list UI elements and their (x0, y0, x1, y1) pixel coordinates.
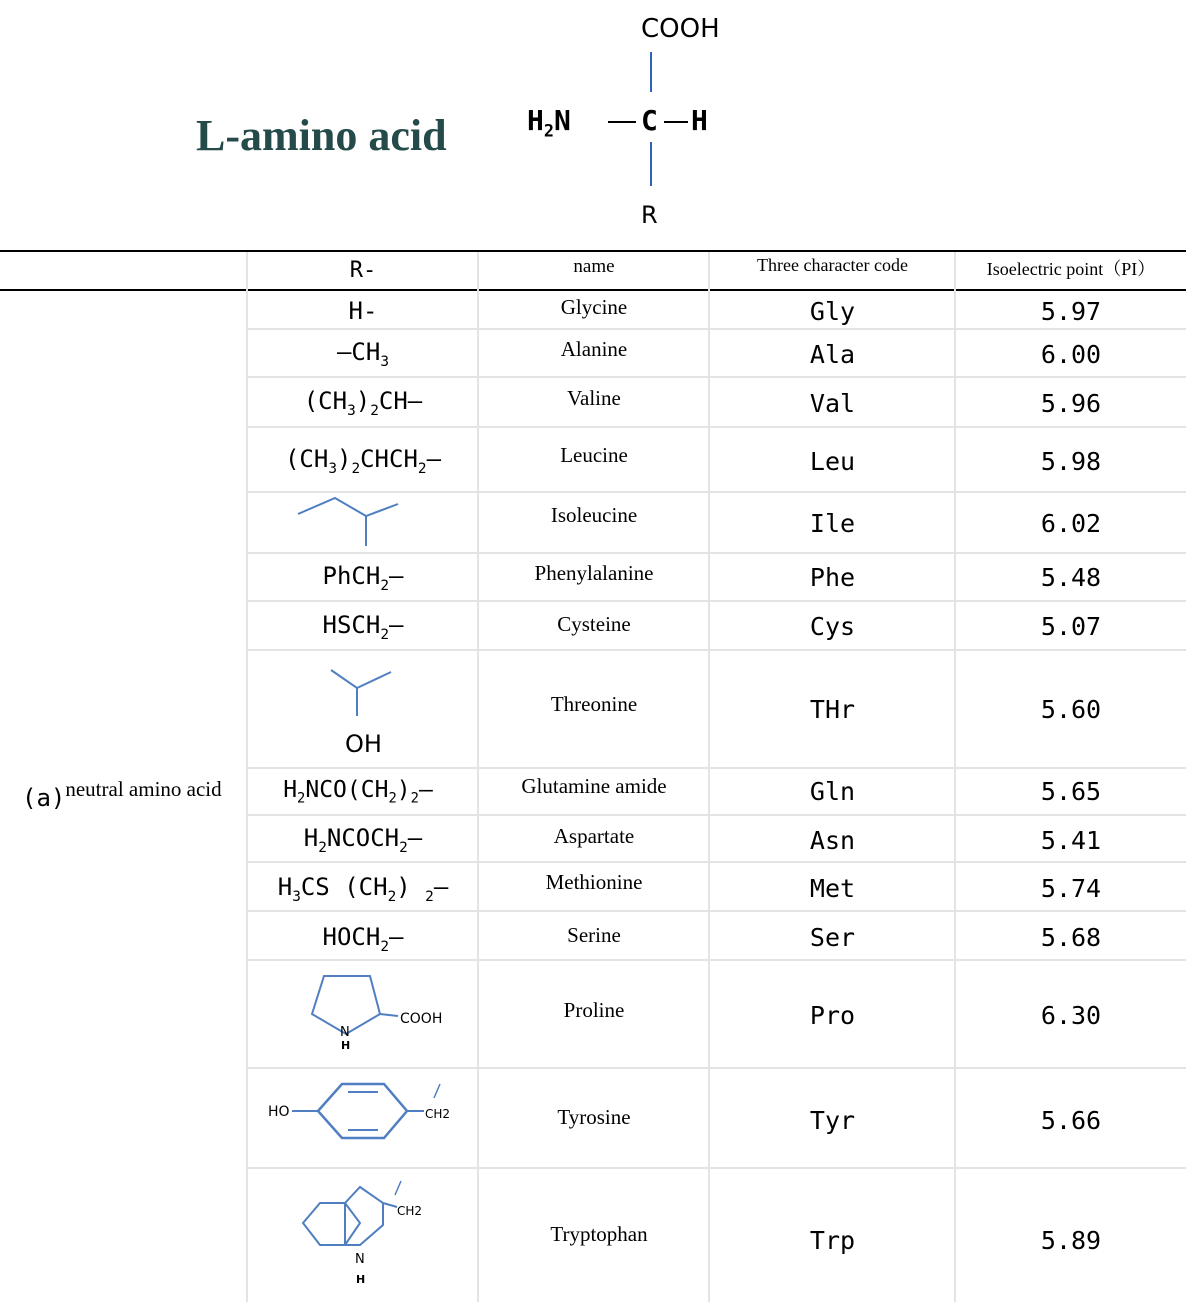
proline-bond (380, 1014, 398, 1016)
row-name: Cysteine (557, 612, 631, 636)
isoleucine-chain (298, 498, 398, 516)
category-name: neutral amino acid (65, 777, 222, 801)
r-group-leucine: $(CH_3)_2CHCH_2—$ (284, 445, 442, 477)
r-group-tyrosine-structure (262, 1076, 462, 1156)
r-group-asparagine: $H_2NCOCH_2—$ (303, 824, 423, 856)
formula-cooh: COOH (641, 14, 720, 44)
formula-bond-bottom (650, 142, 652, 186)
row-code: Gly (809, 297, 856, 326)
row-code: Trp (809, 1226, 856, 1255)
row-name: Leucine (560, 443, 628, 467)
row-name: Tryptophan (550, 1222, 648, 1246)
tyrosine-ho: HO (268, 1104, 290, 1120)
r-group-glutamine: $H_2NCO(CH_2)_2—$ (283, 777, 433, 807)
row-code: Met (809, 874, 856, 903)
row-code: Leu (809, 447, 856, 476)
row-pi: 6.02 (1040, 509, 1102, 538)
category-prefix: (a) (22, 784, 66, 812)
row-name: Glycine (560, 295, 628, 319)
row-code: Gln (809, 777, 856, 806)
row-name: Phenylalanine (534, 561, 654, 585)
row-separator (248, 1067, 1186, 1069)
row-pi: 5.98 (1040, 447, 1102, 476)
row-code: THr (809, 695, 856, 724)
tyrosine-stub (434, 1084, 440, 1098)
row-separator (248, 426, 1186, 428)
row-code: Asn (809, 826, 856, 855)
row-separator (248, 767, 1186, 769)
r-group-serine: $HOCH_2—$ (322, 923, 404, 955)
row-name: Proline (563, 998, 625, 1022)
header-code: Three character code (757, 255, 908, 275)
row-separator (248, 376, 1186, 378)
row-separator (248, 600, 1186, 602)
row-name: Threonine (550, 692, 638, 716)
row-separator (248, 861, 1186, 863)
page-title: L-amino acid (196, 111, 447, 160)
r-group-methionine: $H_3CS$ $(CH_2)$ $_2$— (277, 873, 449, 905)
table-top-rule (0, 250, 1186, 252)
row-name: Isoleucine (550, 503, 638, 527)
tryptophan-ch2: CH2 (397, 1204, 423, 1218)
header-r: R- (349, 258, 377, 283)
threonine-oh: OH (345, 730, 382, 758)
row-separator (248, 649, 1186, 651)
tryptophan-ring-a (303, 1203, 360, 1245)
tryptophan-bond (383, 1203, 397, 1207)
row-pi: 5.07 (1040, 612, 1102, 641)
row-code: Ala (809, 340, 856, 369)
proline-h: H (341, 1039, 351, 1052)
row-pi: 5.66 (1040, 1106, 1102, 1135)
r-group-threonine-structure (325, 662, 405, 720)
row-code: Ser (809, 923, 856, 952)
row-pi: 5.89 (1040, 1226, 1102, 1255)
tyrosine-ch2: CH2 (425, 1107, 451, 1121)
r-group-valine: $(CH_3)_2CH—$ (303, 387, 423, 419)
row-name: Valine (567, 386, 621, 410)
formula-h: H (691, 104, 708, 137)
proline-cooh: COOH (400, 1011, 443, 1027)
row-name: Alanine (560, 337, 628, 361)
header-name: name (573, 256, 615, 277)
row-separator (248, 491, 1186, 493)
formula-bond-left (608, 121, 636, 123)
row-pi: 5.41 (1040, 826, 1102, 855)
row-code: Phe (809, 563, 856, 592)
r-group-proline-structure (300, 968, 460, 1058)
r-group-cysteine: $HSCH_2—$ (322, 611, 404, 643)
formula-bond-top (650, 52, 652, 92)
formula-bond-right (664, 121, 688, 123)
formula-c: C (641, 104, 658, 137)
row-name: Tyrosine (557, 1105, 631, 1129)
header-pi: Isoelectric point（PI） (986, 259, 1156, 279)
tryptophan-stub (395, 1181, 401, 1195)
row-code: Cys (809, 612, 856, 641)
row-pi: 6.30 (1040, 1001, 1102, 1030)
r-group-tryptophan-structure (295, 1175, 445, 1290)
row-pi: 5.48 (1040, 563, 1102, 592)
row-code: Tyr (809, 1106, 856, 1135)
row-pi: 5.97 (1040, 297, 1102, 326)
row-pi: 5.74 (1040, 874, 1102, 903)
row-separator (248, 959, 1186, 961)
tryptophan-n: N (355, 1252, 365, 1267)
formula-r: R (641, 201, 658, 229)
r-group-phenylalanine: PhCH$_2$— (322, 562, 404, 594)
row-separator (248, 814, 1186, 816)
row-pi: 5.65 (1040, 777, 1102, 806)
formula-h2n: $H_2N$ (527, 104, 571, 141)
row-pi: 6.00 (1040, 340, 1102, 369)
threonine-chain (331, 670, 391, 688)
table-header-rule (0, 289, 1186, 291)
row-code: Pro (809, 1001, 856, 1030)
r-group-glycine: H- (348, 297, 378, 325)
r-group-alanine: $—CH_3$ (336, 338, 390, 370)
row-name: Aspartate (553, 824, 635, 848)
row-name: Serine (567, 923, 621, 947)
row-separator (248, 910, 1186, 912)
row-name: Methionine (545, 870, 643, 894)
tryptophan-h: H (356, 1273, 366, 1286)
row-separator (248, 552, 1186, 554)
proline-n: N (340, 1025, 350, 1040)
row-separator (248, 328, 1186, 330)
category-label (22, 774, 222, 812)
row-code: Val (809, 389, 856, 418)
row-code: Ile (809, 509, 856, 538)
r-group-isoleucine-structure (290, 496, 410, 550)
row-pi: 5.96 (1040, 389, 1102, 418)
row-separator (248, 1167, 1186, 1169)
row-pi: 5.68 (1040, 923, 1102, 952)
row-name: Glutamine amide (521, 774, 667, 798)
row-pi: 5.60 (1040, 695, 1102, 724)
